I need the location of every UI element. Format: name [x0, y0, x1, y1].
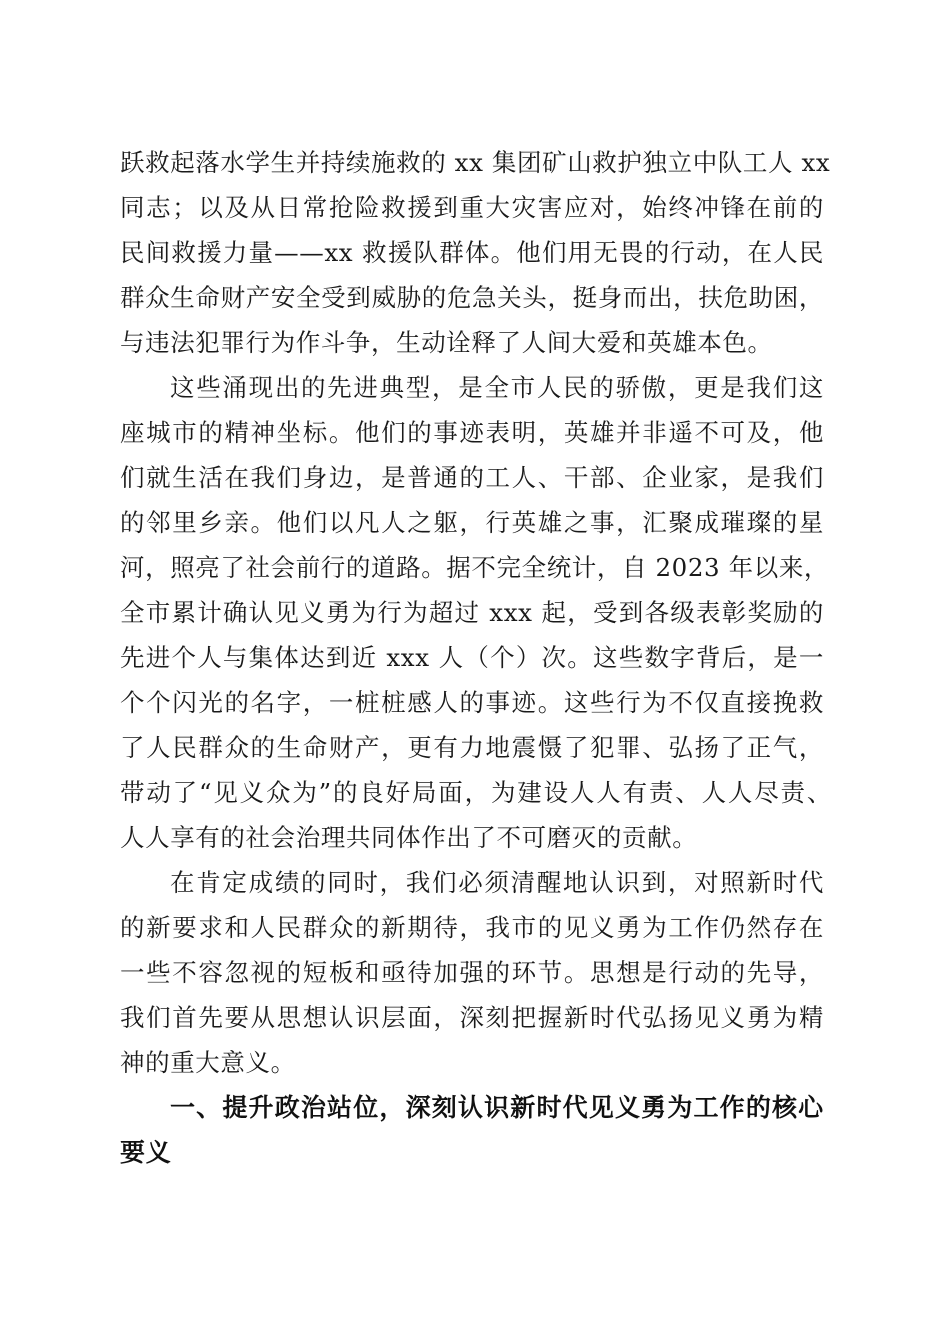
paragraph-2-line-9: 了人民群众的生命财产，更有力地震慑了犯罪、弘扬了正气，	[120, 733, 824, 762]
paragraph-2-line-10: 带动了“见义众为”的良好局面，为建设人人有责、人人尽责、	[120, 778, 832, 807]
section-heading-line-1: 一、提升政治站位，深刻认识新时代见义勇为工作的核心	[170, 1093, 824, 1122]
paragraph-3-line-4: 我们首先要从思想认识层面，深刻把握新时代弘扬见义勇为精	[120, 1003, 824, 1032]
paragraph-2-line-11: 人人享有的社会治理共同体作出了不可磨灭的贡献。	[120, 823, 698, 852]
paragraph-3-line-1: 在肯定成绩的同时，我们必须清醒地认识到，对照新时代	[170, 868, 824, 897]
paragraph-2-line-7: 先进个人与集体达到近 xxx 人（个）次。这些数字背后，是一	[120, 643, 824, 672]
paragraph-2-line-5: 河，照亮了社会前行的道路。据不完全统计，自 2023 年以来，	[120, 553, 830, 582]
paragraph-2-line-1: 这些涌现出的先进典型，是全市人民的骄傲，更是我们这	[170, 373, 824, 402]
paragraph-3-line-2: 的新要求和人民群众的新期待，我市的见义勇为工作仍然存在	[120, 913, 824, 942]
section-heading-line-2: 要义	[120, 1138, 172, 1167]
paragraph-2-line-3: 们就生活在我们身边，是普通的工人、干部、企业家，是我们	[120, 463, 824, 492]
paragraph-2-line-4: 的邻里乡亲。他们以凡人之躯，行英雄之事，汇聚成璀璨的星	[120, 508, 824, 537]
paragraph-2-line-8: 个个闪光的名字，一桩桩感人的事迹。这些行为不仅直接挽救	[120, 688, 824, 717]
paragraph-2-line-6: 全市累计确认见义勇为行为超过 xxx 起，受到各级表彰奖励的	[120, 598, 824, 627]
paragraph-3-line-3: 一些不容忽视的短板和亟待加强的环节。思想是行动的先导，	[120, 958, 824, 987]
paragraph-1-line-5: 与违法犯罪行为作斗争，生动诠释了人间大爱和英雄本色。	[120, 328, 773, 357]
paragraph-1-line-2: 同志；以及从日常抢险救援到重大灾害应对，始终冲锋在前的	[120, 193, 824, 222]
paragraph-1-line-4: 群众生命财产安全受到威胁的危急关头，挺身而出，扶危助困，	[120, 283, 824, 312]
paragraph-1-line-3: 民间救援力量——xx 救援队群体。他们用无畏的行动，在人民	[120, 238, 824, 267]
paragraph-1-line-1: 跃救起落水学生并持续施救的 xx 集团矿山救护独立中队工人 xx	[120, 148, 831, 177]
paragraph-3-line-5: 神的重大意义。	[120, 1048, 296, 1077]
paragraph-2-line-2: 座城市的精神坐标。他们的事迹表明，英雄并非遥不可及，他	[120, 418, 824, 447]
